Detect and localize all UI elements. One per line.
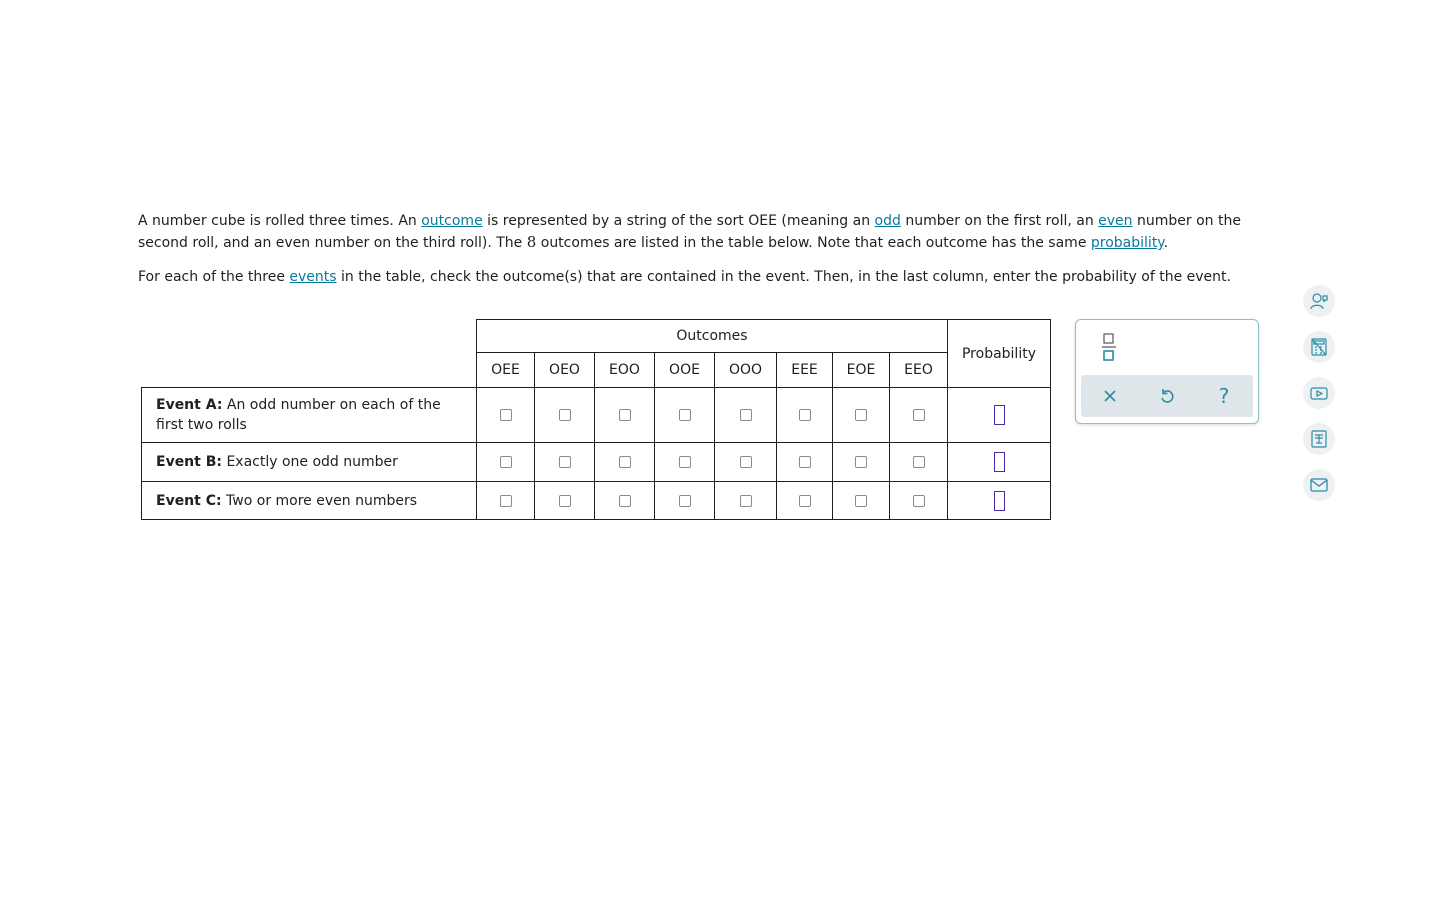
checkbox-cell [715, 388, 777, 443]
event-rows [142, 388, 1051, 520]
fraction-icon[interactable] [1100, 332, 1118, 362]
event-a-label [142, 388, 477, 443]
textbook-icon[interactable] [1303, 423, 1335, 455]
checkbox-cell [535, 482, 595, 520]
checkbox-cell [535, 388, 595, 443]
prompt-text: A number cube is rolled three times. An [138, 213, 422, 229]
event-a-eoo-checkbox[interactable] [619, 409, 631, 421]
event-c-eoo-checkbox[interactable] [619, 495, 631, 507]
event-b-eeo-checkbox[interactable] [913, 456, 925, 468]
checkbox-cell [777, 388, 833, 443]
palette-toolbar [1081, 375, 1253, 417]
outcome-header-oeo: OEO [535, 353, 595, 388]
event-a-oee-checkbox[interactable] [500, 409, 512, 421]
ask-tutor-icon[interactable] [1303, 285, 1335, 317]
event-c-probability-input[interactable] [994, 491, 1005, 511]
problem-prompt [138, 211, 1263, 288]
even-link[interactable]: even [1098, 213, 1133, 229]
outcome-header-eoo: EOO [595, 353, 655, 388]
calculator-icon[interactable] [1303, 331, 1335, 363]
prompt-text: in the table, check the outcome(s) that are contained in the event. Then, in the last column, enter the probability of the event. [336, 269, 1231, 285]
checkbox-cell [477, 443, 535, 482]
event-a-description: An odd number on each of the first two rolls [156, 397, 441, 433]
event-c-eee-checkbox[interactable] [799, 495, 811, 507]
help-icon[interactable]: ? [1218, 384, 1230, 408]
prompt-text: is represented by a string of the sort OEE (meaning an [482, 213, 875, 229]
close-icon[interactable] [1097, 383, 1123, 409]
problem-paragraph-2 [138, 267, 1263, 288]
event-a-ooo-checkbox[interactable] [740, 409, 752, 421]
checkbox-cell [890, 482, 948, 520]
probability-cell [948, 388, 1051, 443]
checkbox-cell [890, 388, 948, 443]
probability-cell [948, 443, 1051, 482]
email-icon[interactable] [1303, 469, 1335, 501]
outcomes-header: Outcomes [477, 320, 948, 353]
table-row [142, 482, 1051, 520]
outcome-count: 8 [526, 233, 537, 251]
outcome-header-eoe: EOE [833, 353, 890, 388]
prompt-text: . [1163, 235, 1169, 251]
event-a-oeo-checkbox[interactable] [559, 409, 571, 421]
event-c-ooe-checkbox[interactable] [679, 495, 691, 507]
checkbox-cell [833, 443, 890, 482]
event-b-eoe-checkbox[interactable] [855, 456, 867, 468]
event-b-oee-checkbox[interactable] [500, 456, 512, 468]
event-c-description: Two or more even numbers [226, 492, 418, 509]
outcome-header-ooo: OOO [715, 353, 777, 388]
prompt-text: outcomes are listed in the table below. Note that each outcome has the same [536, 235, 1091, 251]
event-c-title: Event C: [156, 492, 222, 509]
checkbox-cell [777, 482, 833, 520]
problem-paragraph-1 [138, 211, 1263, 254]
prompt-text: number on the first roll, an [900, 213, 1099, 229]
table-row [142, 388, 1051, 443]
checkbox-cell [595, 482, 655, 520]
outcome-header-eee: EEE [777, 353, 833, 388]
event-c-oee-checkbox[interactable] [500, 495, 512, 507]
event-b-ooo-checkbox[interactable] [740, 456, 752, 468]
event-a-eeo-checkbox[interactable] [913, 409, 925, 421]
probability-header: Probability [948, 320, 1051, 388]
event-a-title: Event A: [156, 397, 223, 413]
table-row [142, 443, 1051, 482]
checkbox-cell [477, 482, 535, 520]
event-c-eoe-checkbox[interactable] [855, 495, 867, 507]
table-corner [142, 320, 477, 388]
event-b-description: Exactly one odd number [226, 454, 398, 470]
probability-cell [948, 482, 1051, 520]
event-a-eoe-checkbox[interactable] [855, 409, 867, 421]
event-c-oeo-checkbox[interactable] [559, 495, 571, 507]
prompt-text: number on the second roll, and an even number on the third roll). The [138, 213, 1241, 251]
math-palette [1075, 319, 1259, 424]
event-a-ooe-checkbox[interactable] [679, 409, 691, 421]
events-link[interactable]: events [289, 269, 337, 285]
prompt-text: For each of the three [138, 269, 290, 285]
event-b-ooe-checkbox[interactable] [679, 456, 691, 468]
odd-link[interactable]: odd [874, 213, 901, 229]
event-c-eeo-checkbox[interactable] [913, 495, 925, 507]
checkbox-cell [595, 388, 655, 443]
event-b-eoo-checkbox[interactable] [619, 456, 631, 468]
outcome-header-oee: OEE [477, 353, 535, 388]
undo-icon[interactable] [1154, 383, 1180, 409]
checkbox-cell [655, 443, 715, 482]
outcome-header-ooe: OOE [655, 353, 715, 388]
checkbox-cell [477, 388, 535, 443]
checkbox-cell [655, 388, 715, 443]
event-b-label [142, 443, 477, 482]
checkbox-cell [833, 482, 890, 520]
outcome-header-eeo: EEO [890, 353, 948, 388]
event-b-eee-checkbox[interactable] [799, 456, 811, 468]
event-b-title: Event B: [156, 454, 222, 470]
checkbox-cell [595, 443, 655, 482]
event-b-oeo-checkbox[interactable] [559, 456, 571, 468]
checkbox-cell [655, 482, 715, 520]
events-table [141, 319, 1051, 520]
event-b-probability-input[interactable] [994, 452, 1005, 472]
event-a-probability-input[interactable] [994, 405, 1005, 425]
outcome-link[interactable]: outcome [421, 213, 483, 229]
checkbox-cell [833, 388, 890, 443]
checkbox-cell [535, 443, 595, 482]
checkbox-cell [715, 482, 777, 520]
event-a-eee-checkbox[interactable] [799, 409, 811, 421]
event-c-label [142, 482, 477, 520]
probability-link[interactable]: probability [1090, 235, 1164, 251]
event-c-ooo-checkbox[interactable] [740, 495, 752, 507]
checkbox-cell [777, 443, 833, 482]
checkbox-cell [890, 443, 948, 482]
video-icon[interactable] [1303, 377, 1335, 409]
checkbox-cell [715, 443, 777, 482]
